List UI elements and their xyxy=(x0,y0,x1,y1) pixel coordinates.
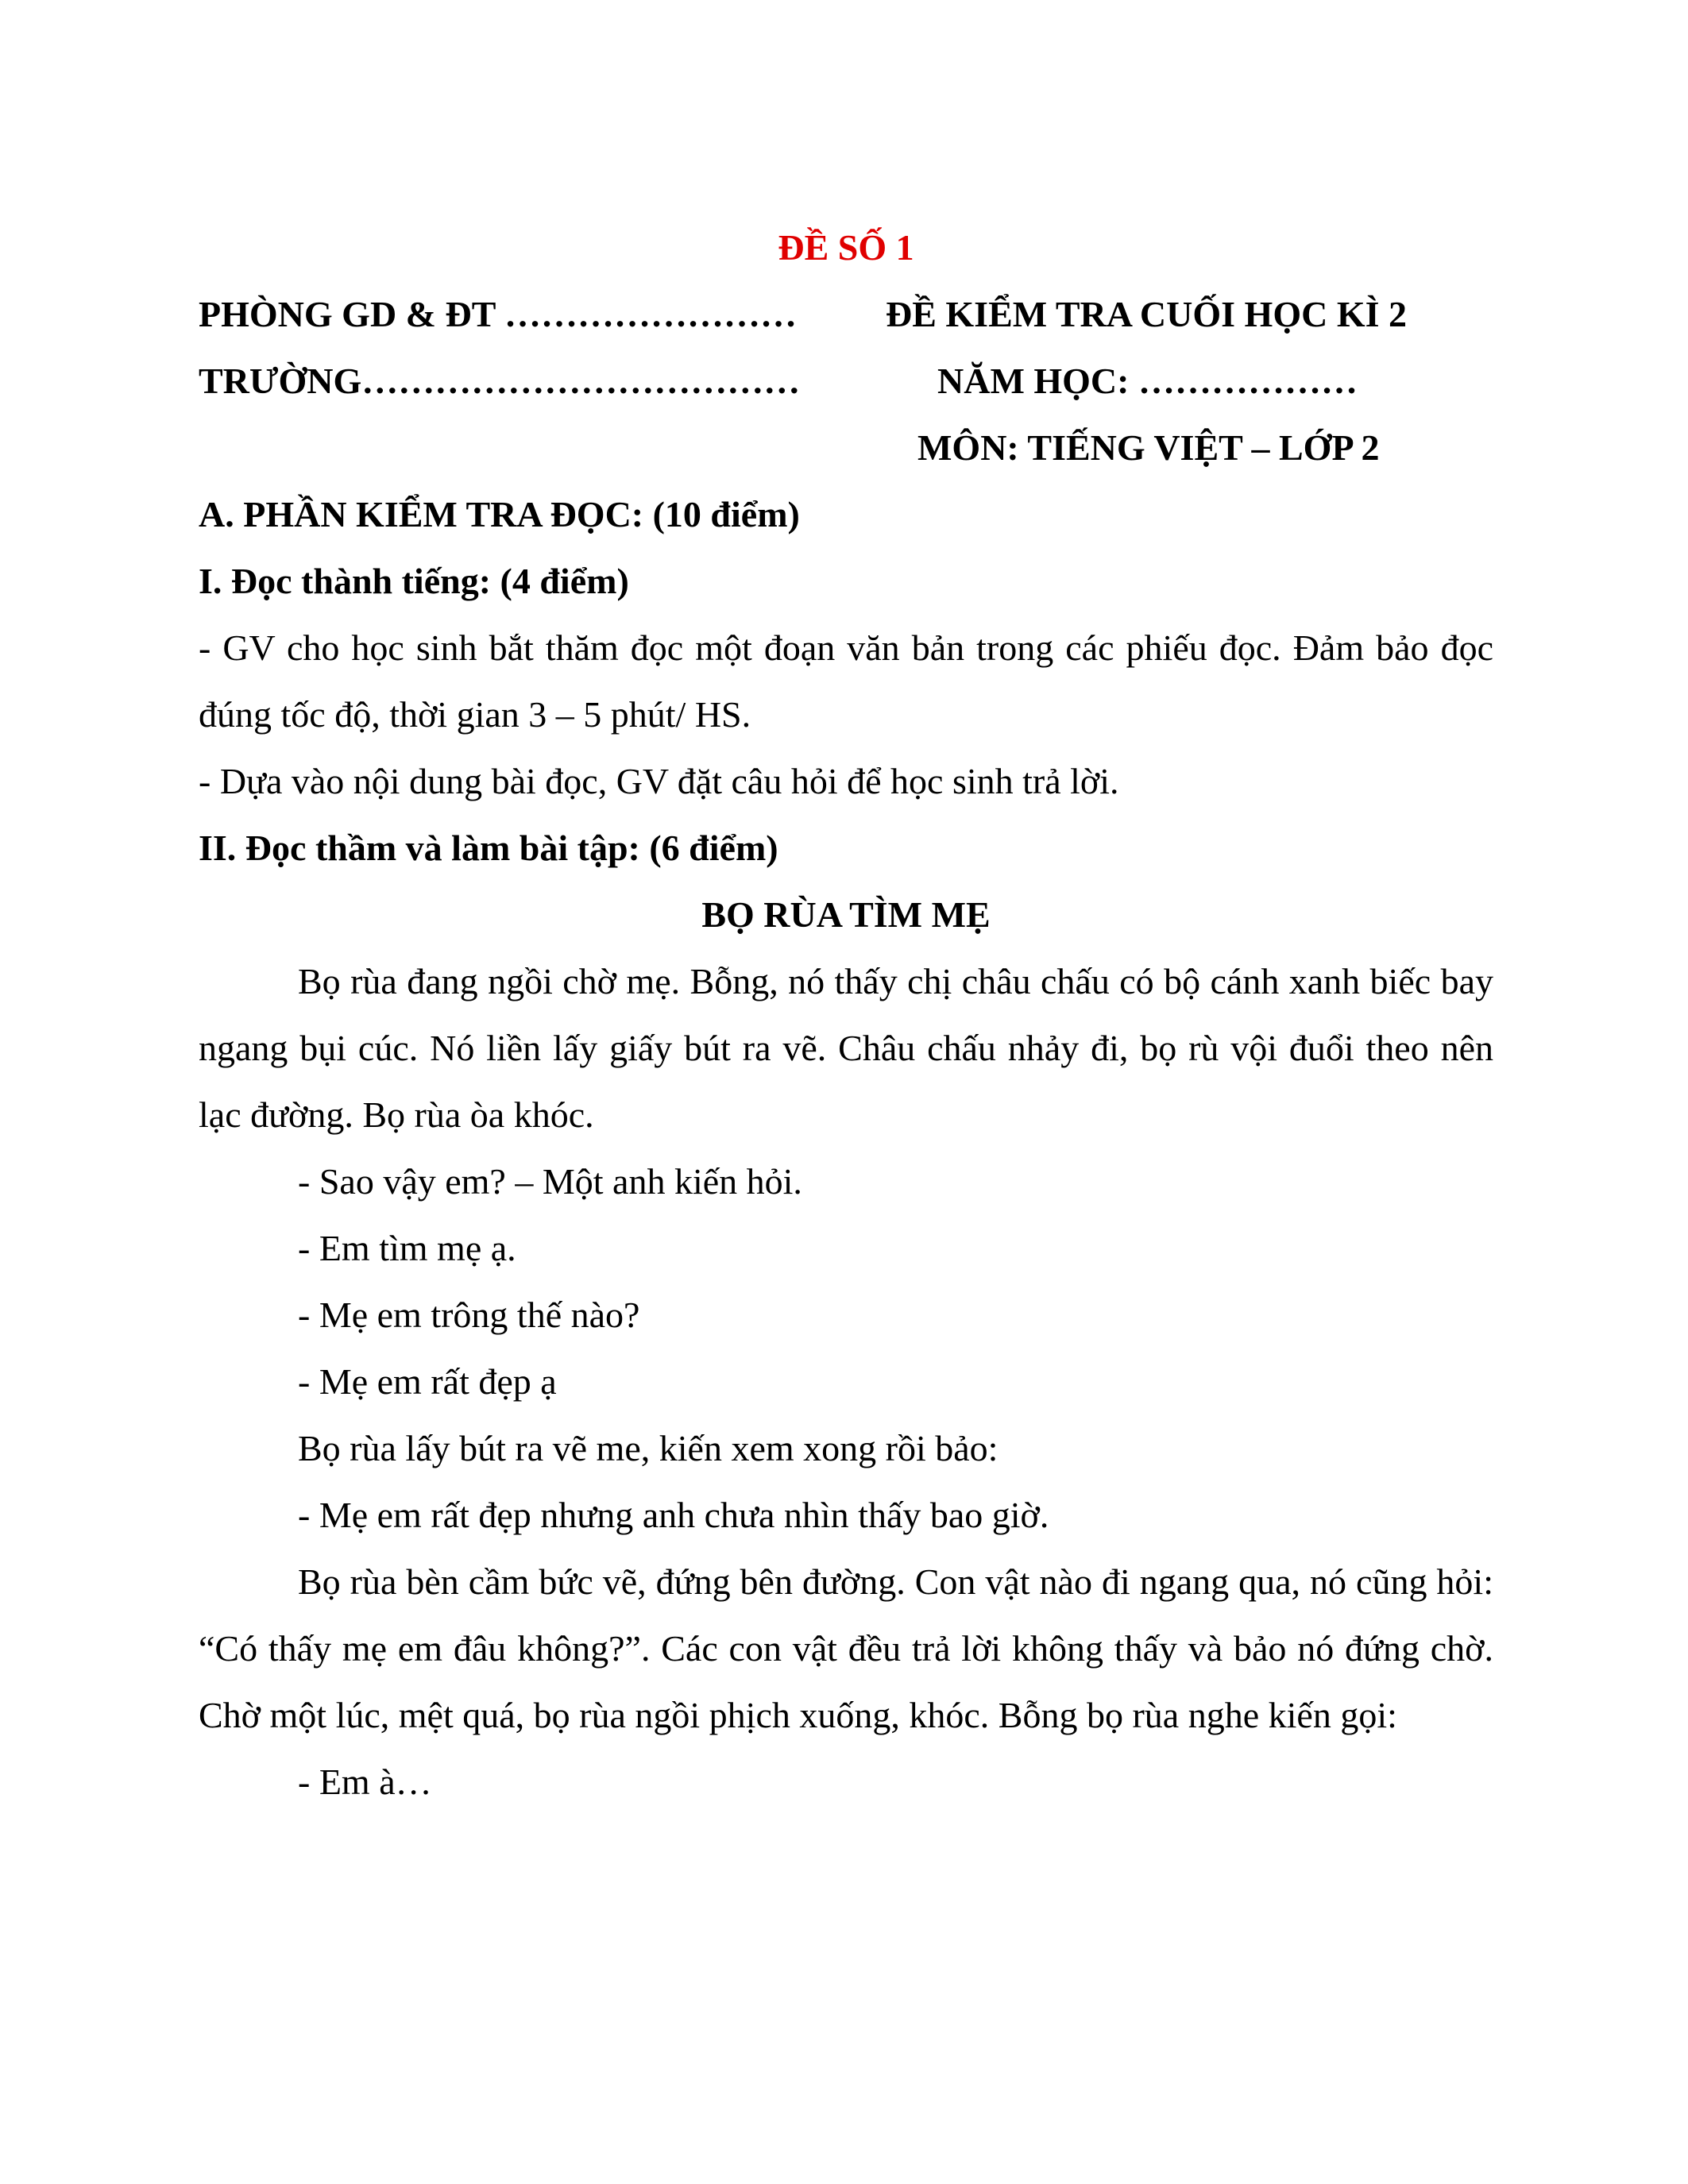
part-1-instruction-1: - GV cho học sinh bắt thăm đọc một đoạn văn bản trong các phiếu đọc. Đảm bảo đọc đúng tốc độ, thời gian 3 – 5 phút/ HS. xyxy=(199,627,1493,735)
subject-label: MÔN: TIẾNG VIỆT – LỚP 2 xyxy=(917,427,1380,468)
exam-content xyxy=(199,214,1493,1815)
story-paragraph-2: Bọ rùa bèn cầm bức vẽ, đứng bên đường. Con vật nào đi ngang qua, nó cũng hỏi: “Có thấy mẹ em đâu không?”. Các con vật đều trả lời không thấy và bảo nó đứng chờ. Chờ một lúc, mệt quá, bọ rùa ngồi phịch xuống, khóc. Bỗng bọ rùa nghe kiến gọi: xyxy=(199,1561,1493,1735)
exam-number-title: ĐỀ SỐ 1 xyxy=(778,227,914,268)
department-label: PHÒNG GD & ĐT …………………… xyxy=(199,294,798,334)
part-1-heading: I. Đọc thành tiếng: (4 điểm) xyxy=(199,561,629,601)
section-a-heading: A. PHẦN KIỂM TRA ĐỌC: (10 điểm) xyxy=(199,494,800,534)
part-2-heading: II. Đọc thầm và làm bài tập: (6 điểm) xyxy=(199,828,778,868)
story-paragraph-1: Bọ rùa đang ngồi chờ mẹ. Bỗng, nó thấy chị châu chấu có bộ cánh xanh biếc bay ngang bụi cúc. Nó liền lấy giấy bút ra vẽ. Châu chấu nhảy đi, bọ rù vội đuổi theo nên lạc đường. Bọ rùa òa khóc. xyxy=(199,961,1493,1135)
header-row-2 xyxy=(199,348,1493,415)
part-1-instruction-2: - Dựa vào nội dung bài đọc, GV đặt câu hỏi để học sinh trả lời. xyxy=(199,761,1119,801)
header-row-3 xyxy=(199,415,1493,481)
story-title: BỌ RÙA TÌM MẸ xyxy=(701,894,991,935)
school-year-label: NĂM HỌC: ……………… xyxy=(937,361,1358,401)
story-dialogue-6: - Em à… xyxy=(298,1761,432,1802)
exam-title: ĐỀ KIỂM TRA CUỐI HỌC KÌ 2 xyxy=(886,294,1408,334)
story-dialogue-4: - Mẹ em rất đẹp ạ xyxy=(298,1361,557,1402)
story-dialogue-1: - Sao vậy em? – Một anh kiến hỏi. xyxy=(298,1161,802,1202)
story-dialogue-3: - Mẹ em trông thế nào? xyxy=(298,1295,640,1335)
story-narration-1: Bọ rùa lấy bút ra vẽ me, kiến xem xong rồi bảo: xyxy=(298,1428,999,1468)
story-dialogue-5: - Mẹ em rất đẹp nhưng anh chưa nhìn thấy bao giờ. xyxy=(298,1495,1049,1535)
header-row-1 xyxy=(199,281,1493,348)
story-dialogue-2: - Em tìm mẹ ạ. xyxy=(298,1228,516,1268)
school-label: TRƯỜNG……………………………… xyxy=(199,361,801,401)
